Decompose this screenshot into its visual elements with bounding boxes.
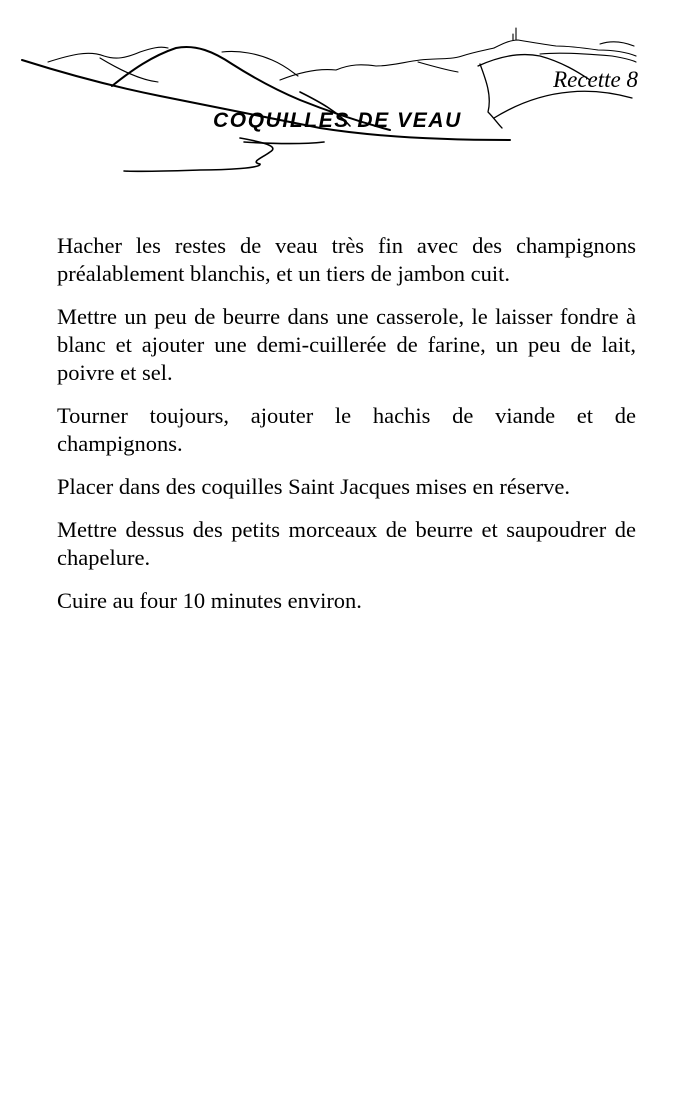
- recipe-instructions: [57, 232, 636, 630]
- paragraph: Mettre un peu de beurre dans une casserole, le laisser fondre à blanc et ajouter une demi-cuillerée de farine, un peu de lait, poivre et sel.: [57, 304, 636, 385]
- recipe-title: COQUILLES DE VEAU: [213, 109, 462, 132]
- page-header: [0, 0, 700, 200]
- paragraph: Tourner toujours, ajouter le hachis de viande et de champignons.: [57, 403, 636, 456]
- paragraph: Placer dans des coquilles Saint Jacques mises en réserve.: [57, 474, 570, 499]
- paragraph: Hacher les restes de veau très fin avec des champignons préalablement blanchis, et un tiers de jambon cuit.: [57, 233, 636, 286]
- paragraph: Mettre dessus des petits morceaux de beurre et saupoudrer de chapelure.: [57, 517, 636, 570]
- mountain-illustration-icon: [0, 0, 700, 200]
- recipe-number: Recette 8: [553, 67, 638, 92]
- paragraph: Cuire au four 10 minutes environ.: [57, 588, 362, 613]
